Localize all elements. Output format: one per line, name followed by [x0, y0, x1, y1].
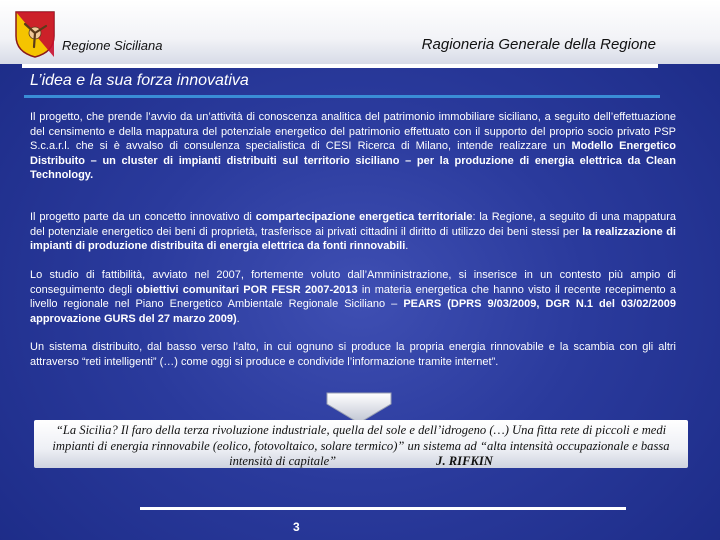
- paragraph-text: Il progetto parte da un concetto innovativo di: [30, 211, 256, 223]
- paragraph-bold-text: la realizzazione di impianti di produzione distribuita di energia elettrica da fonti rinnovabili: [30, 225, 676, 252]
- department-name: Ragioneria Generale della Regione: [421, 36, 656, 53]
- quote: [40, 423, 682, 470]
- footer-divider: [140, 507, 626, 510]
- paragraph-bold-text: obiettivi comunitari POR FESR 2007-2013: [136, 283, 358, 296]
- header-bar: [0, 0, 720, 64]
- paragraph-text: .: [405, 240, 409, 252]
- paragraph-project-intro: [30, 110, 676, 183]
- quote-text: “La Sicilia? Il faro della terza rivoluzione industriale, quella del sole e dell’idrogeno (…) Una fitta rete di piccoli e medi impianti di energia rinnovabile (eolico, fotovoltaico, solare termico)” un sistema ad “alta intensità occupazionale e bassa intensità di capitale”: [52, 423, 670, 468]
- paragraph-bold-text: Modello Energetico Distribuito – un cluster di impianti distribuiti sul territorio siciliano – per la produzione di energia elettrica da Clean Technology.: [30, 140, 676, 181]
- quote-box: [34, 420, 688, 468]
- paragraph-bold-text: PEARS (DPRS 9/03/2009, DGR N.1 del 03/02/2009 approvazione GURS del 27 marzo 2009): [30, 298, 676, 325]
- paragraph-bold-text: compartecipazione energetica territoriale: [255, 211, 473, 223]
- paragraph-text: Un sistema distribuito, dal basso verso l’alto, in cui ognuno si produce la propria energia rinnovabile e la scambia con gli altri attraverso “reti intelligenti” (…) come oggi si produce e condivide l’informazione tramite internet”.: [30, 341, 676, 368]
- quote-author: J. RIFKIN: [436, 454, 493, 468]
- paragraph-text: : la Regione, a seguito di una mappatura del potenziale energetico dei beni di proprietà, trasferisce ai privati cittadini il diritto di utilizzo dei beni stessi per: [30, 211, 676, 238]
- region-name: Regione Siciliana: [62, 38, 163, 53]
- paragraph-concept: [30, 210, 676, 254]
- slide-title: L’idea e la sua forza innovativa: [30, 72, 249, 89]
- paragraph-distributed-system: [30, 340, 676, 369]
- paragraph-feasibility-study: [30, 268, 676, 326]
- page-number: 3: [293, 520, 300, 534]
- paragraph-text: .: [236, 312, 240, 325]
- header-divider: [22, 64, 658, 68]
- paragraph-text: Lo studio di fattibilità, avviato nel 2007, fortemente voluto dall’Amministrazione, si inserisce in un contesto più ampio di conseguimento degli: [30, 269, 676, 296]
- paragraph-text: in materia energetica che hanno visto il recente recepimento a livello regionale nel Piano Energetico Ambientale Regionale Siciliano –: [30, 283, 677, 310]
- title-divider: [24, 95, 660, 98]
- paragraph-text: Il progetto, che prende l’avvio da un’attività di conoscenza analitica del patrimonio immobiliare siciliano, a seguito dell’effettuazione del censimento e della mappatura del potenziale energetico del patrimonio effettuato con il supporto del proprio socio privato PSP S.c.a.r.l. che si è avvalso di consulenza specialistica di CESI Ricerca di Milano, intende realizzare un: [30, 111, 676, 152]
- coat-of-arms-trinacria-icon: [14, 10, 56, 58]
